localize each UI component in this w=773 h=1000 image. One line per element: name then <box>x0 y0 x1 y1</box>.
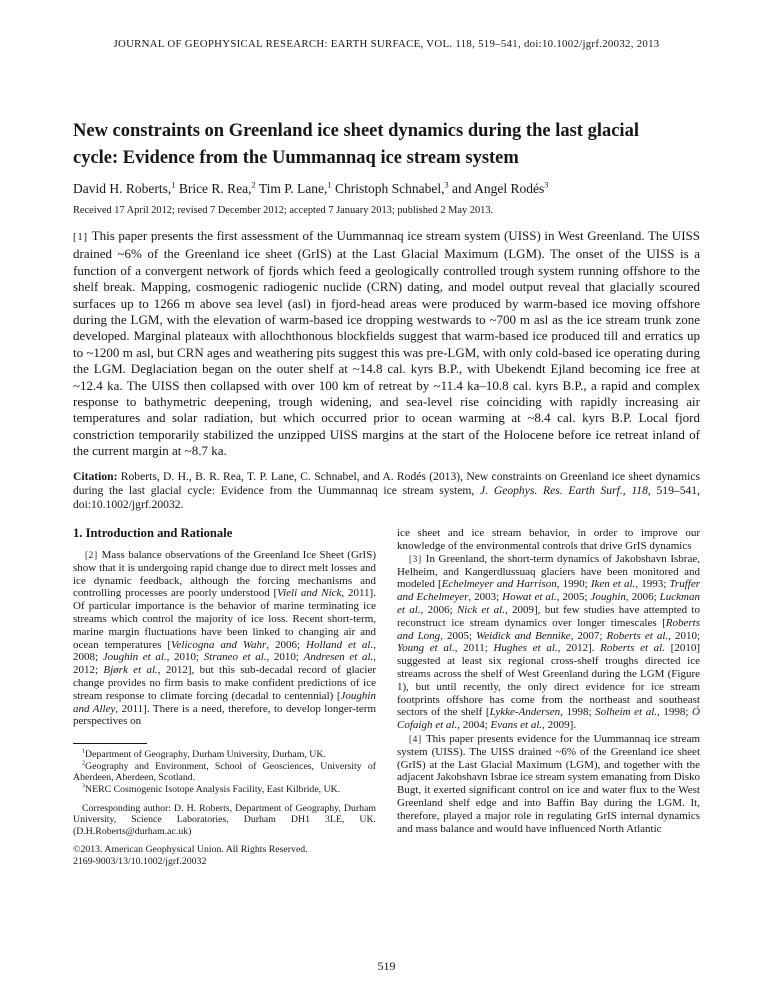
paragraph-4: [4] This paper presents evidence for the Uummannaq ice stream system (UISS). The UISS drained ~6% of the Greenland ice sheet (GrIS) at the Last Glacial Maximum (LGM), and together with the adjacent Jakobshavn Isbrae ice stream system emanating from Disko Bugt, it exerted significant control on ice and water flux to the West Greenland shelf edge and into Baffin Bay during the LGM. It, therefore, played a major role in regulating GrIS internal dynamics and mass balance and would have influenced North Atlantic <box>397 733 701 835</box>
right-column <box>397 527 700 867</box>
article-title: New constraints on Greenland ice sheet dynamics during the last glacial cycle: Evidence from the Uummannaq ice stream system <box>73 121 639 168</box>
journal-header: JOURNAL OF GEOPHYSICAL RESEARCH: EARTH SURFACE, VOL. 118, 519–541, doi:10.1002/jgrf.20032, 2013 <box>113 38 660 50</box>
issn-line: 2169-9003/13/10.1002/jgrf.20032 <box>73 856 207 867</box>
paragraph-2: [2] Mass balance observations of the Greenland Ice Sheet (GrIS) show that it is undergoing rapid change due to direct melt losses and ice dynamic feedback, although the forcing mechanisms and controlling processes are poorly understood [Vieli and Nick, 2011]. Of particular importance is the behavior of marine terminating ice streams which control the majority of ice loss. Recent short-term, marine margin fluctuations have been linked to changing air and ocean temperatures [Velicogna and Wahr, 2006; Holland et al., 2008; Joughin et al., 2010; Straneo et al., 2010; Andresen et al., 2012; Bjørk et al., 2012], but this sub-decadal record of glacier change provides no firm basis to make confident predictions of ice stream response to climate forcing (decadal to centennial) [Joughin and Alley, 2011]. There is a need, therefore, to develop longer-term perspectives on <box>73 549 377 728</box>
page-number: 519 <box>377 959 396 973</box>
section-heading-intro: 1. Introduction and Rationale <box>73 526 233 541</box>
corresponding-author-note: Corresponding author: D. H. Roberts, Department of Geography, Durham University, Science Laboratories, Durham DH1 3LE, UK. (D.H.Roberts@durham.ac.uk) <box>73 802 376 837</box>
left-column <box>73 527 376 867</box>
received-dates: Received 17 April 2012; revised 7 December 2012; accepted 7 January 2013; published 2 May 2013. <box>73 205 494 216</box>
citation-paragraph: Citation: Roberts, D. H., B. R. Rea, T. P. Lane, C. Schnabel, and A. Rodés (2013), New constraints on Greenland ice sheet dynamics during the last glacial cycle: Evidence from the Uummannaq ice stream system, J. Geophys. Res. Earth Surf., 118, 519–541, doi:10.1002/jgrf.20032. <box>73 469 701 512</box>
affiliation-1: $^1$Department of Geography, Durham University, Durham, UK. <box>82 748 326 761</box>
abstract-paragraph: [1] This paper presents the first assessment of the Uummannaq ice stream system (UISS) in West Greenland. The UISS drained ~6% of the Greenland ice sheet (GrIS) at the Last Glacial Maximum (LGM). The onset of the UISS is a function of a convergent network of fjords which feed a geologically controlled trough system running offshore to the shelf break. Mapping, cosmogenic radiogenic nuclide (CRN) dating, and model output reveal that glacially scoured surfaces up to 1266 m above sea level (asl) in fjord-head areas were produced by warm-based ice moving offshore during the LGM, with the elevation of warm-based ice dropping westwards to ~700 m asl as the ice stream trunk zone developed. Marginal plateaux with allochthonous blockfields suggest that warm-based ice produced till and erratics up to ~1200 m asl, but CRN ages and weathering pits suggest this was pre-LGM, with only cold-based ice operating during the LGM. Deglaciation began on the outer shelf at ~14.8 cal. kyrs B.P., with Ubekendt Ejland becoming ice free at ~12.4 ka. The UISS then collapsed with over 100 km of retreat by ~11.4 ka–10.8 cal. kyrs B.P., a rapid and complex response to bathymetric deepening, trough widening, and sea-level rise coinciding with rapidly increasing air temperatures and solar radiation, but which occurred prior to ocean warming at ~8.4 cal. kyrs B.P. Local fjord constriction temporarily stabilized the unzipped UISS margins at the start of the Holocene before ice retreat inland of the current margin at ~8.7 ka. <box>73 228 700 459</box>
affiliation-3: $^3$NERC Cosmogenic Isotope Analysis Facility, East Kilbride, UK. <box>82 783 341 796</box>
author-list: David H. Roberts,$^1$ Brice R. Rea,$^2$ Tim P. Lane,$^1$ Christoph Schnabel,$^3$ and Angel Rodés$^3$ <box>73 180 549 196</box>
footnote-rule <box>73 743 147 744</box>
two-column-body <box>73 527 700 867</box>
paragraph-3: [3] In Greenland, the short-term dynamics of Jakobshavn Isbrae, Helheim, and Kangerdlussuaq glaciers have been monitored and modeled [Echelmeyer and Harrison, 1990; Iken et al., 1993; Truffer and Echelmeyer, 2003; Howat et al., 2005; Joughin, 2006; Luckman et al., 2006; Nick et al., 2009], but few studies have attempted to reconstruct ice stream dynamics over longer timescales [Roberts and Long, 2005; Weidick and Bennike, 2007; Roberts et al., 2010; Young et al., 2011; Hughes et al., 2012]. Roberts et al. [2010] suggested at least six regional cross-shelf troughs directed ice streams across the shelf of West Greenland during the LGM (Figure 1), but until recently, the only direct evidence for ice stream footprints offshore has come from the northeast and southeast sectors of the shelf [Lykke-Andersen, 1998; Solheim et al., 1998; Ó Cofaigh et al., 2004; Evans et al., 2009]. <box>397 552 700 732</box>
footnotes <box>73 743 376 867</box>
affiliation-2: $^2$Geography and Environment, School of Geosciences, University of Aberdeen, Aberdeen, Scotland. <box>73 760 376 784</box>
paragraph-2-continuation: ice sheet and ice stream behavior, in order to improve our knowledge of the environmental controls that drive GrIS dynamics <box>397 527 700 553</box>
copyright-line: ©2013. American Geophysical Union. All Rights Reserved. <box>73 844 308 856</box>
